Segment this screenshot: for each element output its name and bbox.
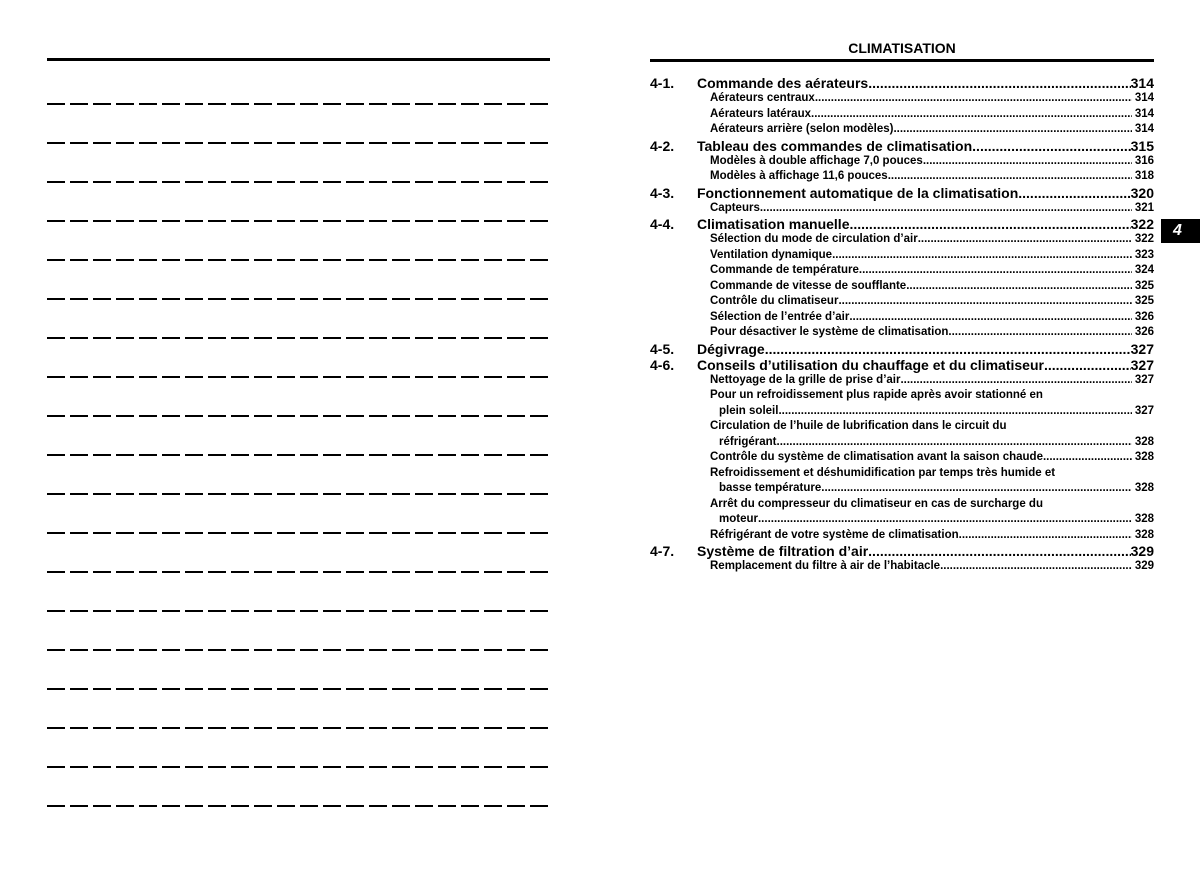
toc-dot-leader <box>888 169 1132 185</box>
toc-dot-leader <box>760 201 1132 217</box>
toc-subsection-row <box>710 559 1154 575</box>
note-line <box>47 649 550 651</box>
toc-top-rule <box>650 59 1154 62</box>
toc-subsection-title-line1: Refroidissement et déshumidification par temps très humide et <box>710 466 1056 479</box>
toc-page-number: 325 <box>1134 295 1154 307</box>
toc-section-row <box>697 543 1154 559</box>
toc-subsection-row <box>710 325 1154 341</box>
toc-section-number: 4-7. <box>650 543 675 559</box>
toc-section-number: 4-2. <box>650 137 675 154</box>
toc-page-number: 327 <box>1134 373 1154 386</box>
toc-subsection-title-line1: Pour un refroidissement plus rapide après avoir stationné en <box>710 389 1043 401</box>
note-line <box>47 103 550 105</box>
toc-subsection[interactable] <box>650 559 1154 575</box>
toc-dot-leader <box>923 154 1132 170</box>
toc-section-row <box>697 185 1154 201</box>
toc-page-number: 323 <box>1134 248 1154 261</box>
note-line <box>47 298 550 300</box>
toc-subsection[interactable] <box>650 201 1154 217</box>
note-line <box>47 337 550 339</box>
toc-subsection-title: Contrôle du système de climatisation avant la saison chaude <box>710 451 1043 463</box>
toc-subsection[interactable] <box>650 497 1154 528</box>
toc-section-title: Climatisation manuelle <box>697 216 850 232</box>
toc-subsection[interactable] <box>650 122 1154 138</box>
toc-subsection[interactable] <box>650 419 1154 450</box>
toc-subsection-row <box>710 512 1154 528</box>
toc-dot-leader <box>959 528 1132 544</box>
toc-subsection-row <box>710 528 1154 544</box>
toc-section-7[interactable] <box>650 543 1154 559</box>
toc-subsection-row <box>710 169 1154 185</box>
chapter-thumb-tab: 4 <box>1161 219 1200 243</box>
toc-dot-leader <box>868 75 1130 91</box>
toc-dot-leader <box>758 512 1132 528</box>
toc-dot-leader <box>821 481 1132 497</box>
note-line <box>47 727 550 729</box>
note-line <box>47 142 550 144</box>
toc-dot-leader <box>1043 450 1132 466</box>
toc-subsection-title-line2: réfrigérant <box>719 435 777 448</box>
toc-section-number: 4-4. <box>650 216 675 232</box>
toc-subsection-title-line1: Circulation de l’huile de lubrification dans le circuit du <box>710 420 1007 432</box>
toc-dot-leader <box>815 91 1132 107</box>
toc-dot-leader <box>838 294 1131 310</box>
toc-page-number: 325 <box>1134 279 1154 292</box>
toc-subsection[interactable] <box>650 154 1154 170</box>
toc-section-number: 4-1. <box>650 75 675 91</box>
toc-subsection[interactable] <box>650 450 1154 466</box>
toc-dot-leader <box>778 404 1131 420</box>
toc-page-number: 327 <box>1130 340 1154 357</box>
toc-subsection-title: Aérateurs centraux <box>710 92 815 104</box>
toc-subsection[interactable] <box>650 388 1154 419</box>
toc-subsection-row <box>710 248 1154 264</box>
toc-subsection-row <box>710 154 1154 170</box>
toc-page-number: 322 <box>1134 233 1154 245</box>
toc-subsection[interactable] <box>650 466 1154 497</box>
toc-section-3[interactable] <box>650 185 1154 201</box>
notes-top-rule <box>47 58 550 61</box>
note-line <box>47 220 550 222</box>
toc-dot-leader <box>811 107 1132 123</box>
toc-subsection-title: Réfrigérant de votre système de climatisation <box>710 528 959 541</box>
toc-subsection[interactable] <box>650 294 1154 310</box>
note-line <box>47 688 550 690</box>
toc-page-number: 328 <box>1134 451 1154 463</box>
toc-subsection-row <box>710 91 1154 107</box>
toc-subsection-title: Commande de vitesse de soufflante <box>710 279 907 292</box>
toc-section-title: Dégivrage <box>697 340 765 357</box>
toc-subsection-title: Sélection du mode de circulation d’air <box>710 233 918 245</box>
toc-page-number: 327 <box>1130 356 1154 373</box>
toc-dot-leader <box>918 232 1132 248</box>
toc-page-number: 320 <box>1130 184 1154 201</box>
toc-subsection-title-line2: moteur <box>719 513 758 525</box>
toc-page-number: 314 <box>1130 75 1154 91</box>
toc-dot-leader <box>893 122 1131 138</box>
toc-section-title: Tableau des commandes de climatisation <box>697 137 973 154</box>
toc-dot-leader <box>859 263 1132 279</box>
toc-dot-leader <box>868 543 1130 559</box>
toc-subsection-title: Remplacement du filtre à air de l’habitacle <box>710 560 941 572</box>
toc-page-number: 314 <box>1134 92 1154 104</box>
toc-section-row <box>697 341 1154 357</box>
toc-section-title: Commande des aérateurs <box>697 75 869 91</box>
toc-page-number: 329 <box>1134 560 1154 572</box>
toc-subsection-row <box>710 481 1154 497</box>
toc-page-number: 318 <box>1134 170 1154 182</box>
toc-dot-leader <box>906 279 1132 295</box>
toc-subsection[interactable] <box>650 325 1154 341</box>
note-line <box>47 493 550 495</box>
toc-subsection-title: Pour désactiver le système de climatisation <box>710 326 949 338</box>
toc-dot-leader <box>972 138 1130 154</box>
toc-subsection-row <box>710 122 1154 138</box>
toc-page <box>650 38 1154 575</box>
note-line <box>47 454 550 456</box>
toc-section-title: Conseils d’utilisation du chauffage et du climatiseur <box>697 356 1044 373</box>
toc-page-number: 329 <box>1130 543 1154 559</box>
notes-page <box>47 58 550 818</box>
toc-dot-leader <box>832 248 1132 264</box>
toc-subsection[interactable] <box>650 248 1154 264</box>
toc-section-row <box>697 138 1154 154</box>
toc-subsection-row <box>710 450 1154 466</box>
toc-page-number: 315 <box>1130 137 1154 154</box>
toc-page-number: 322 <box>1130 216 1154 232</box>
toc-section-title: Fonctionnement automatique de la climatisation <box>697 184 1019 201</box>
note-line <box>47 532 550 534</box>
toc-subsection-row <box>710 404 1154 420</box>
toc-subsection[interactable] <box>650 263 1154 279</box>
toc-subsection-row <box>710 435 1154 451</box>
toc-subsection-title: Modèles à double affichage 7,0 pouces <box>710 154 923 167</box>
toc-subsection[interactable] <box>650 232 1154 248</box>
toc-page-number: 326 <box>1134 326 1154 338</box>
toc-dot-leader <box>1018 185 1130 201</box>
toc-subsection[interactable] <box>650 91 1154 107</box>
toc-list <box>650 75 1154 575</box>
toc-page-number: 328 <box>1134 482 1154 494</box>
toc-subsection-title: Aérateurs arrière (selon modèles) <box>710 123 894 135</box>
toc-page-number: 328 <box>1134 513 1154 525</box>
toc-section-number: 4-5. <box>650 340 675 357</box>
toc-section-2[interactable] <box>650 138 1154 154</box>
toc-section-4[interactable] <box>650 216 1154 232</box>
toc-subsection-row <box>710 310 1154 326</box>
toc-subsection-title: Contrôle du climatiseur <box>710 295 839 307</box>
toc-subsection-title: Ventilation dynamique <box>710 248 833 261</box>
toc-dot-leader <box>948 325 1131 341</box>
note-line <box>47 805 550 807</box>
toc-subsection-title-line1: Arrêt du compresseur du climatiseur en cas de surcharge du <box>710 497 1043 510</box>
toc-page-number: 324 <box>1134 264 1154 276</box>
chapter-title: CLIMATISATION <box>848 40 956 56</box>
toc-page-number: 314 <box>1134 123 1154 135</box>
toc-section-number: 4-6. <box>650 356 675 373</box>
toc-subsection-title: Nettoyage de la grille de prise d’air <box>710 373 901 386</box>
toc-subsection[interactable] <box>650 528 1154 544</box>
toc-section-1[interactable] <box>650 75 1154 91</box>
note-line <box>47 181 550 183</box>
toc-subsection[interactable] <box>650 107 1154 123</box>
note-line <box>47 571 550 573</box>
toc-dot-leader <box>849 216 1130 232</box>
toc-section-5[interactable] <box>650 341 1154 357</box>
note-line <box>47 376 550 378</box>
toc-dot-leader <box>777 435 1132 451</box>
toc-section-row <box>697 357 1154 373</box>
note-line <box>47 610 550 612</box>
toc-section-row <box>697 216 1154 232</box>
toc-subsection-title-line2: plein soleil <box>719 404 779 417</box>
toc-subsection[interactable] <box>650 373 1154 389</box>
toc-subsection-row <box>710 279 1154 295</box>
toc-subsection-row <box>710 232 1154 248</box>
toc-page-number: 328 <box>1134 435 1154 448</box>
toc-subsection-title: Modèles à affichage 11,6 pouces <box>710 170 888 182</box>
note-line <box>47 766 550 768</box>
toc-dot-leader <box>1044 357 1131 373</box>
toc-dot-leader <box>900 373 1131 389</box>
toc-section-title: Système de filtration d’air <box>697 543 869 559</box>
toc-page-number: 326 <box>1134 310 1154 323</box>
toc-subsection-title-line2: basse température <box>719 482 822 494</box>
toc-subsection-row <box>710 201 1154 217</box>
toc-subsection-title: Sélection de l’entrée d’air <box>710 310 850 323</box>
toc-subsection[interactable] <box>650 279 1154 295</box>
toc-page-number: 314 <box>1134 107 1154 120</box>
toc-subsection-title: Capteurs <box>710 201 760 214</box>
toc-subsection-row <box>710 294 1154 310</box>
note-line <box>47 259 550 261</box>
toc-subsection-row <box>710 107 1154 123</box>
toc-subsection-row <box>710 373 1154 389</box>
toc-section-number: 4-3. <box>650 184 675 201</box>
toc-section-row <box>697 75 1154 91</box>
toc-dot-leader <box>940 559 1132 575</box>
toc-dot-leader <box>849 310 1131 326</box>
toc-dot-leader <box>765 341 1131 357</box>
toc-page-number: 328 <box>1134 528 1154 541</box>
toc-page-number: 327 <box>1134 404 1154 417</box>
toc-subsection[interactable] <box>650 310 1154 326</box>
toc-page-number: 321 <box>1134 201 1154 214</box>
toc-subsection-title: Commande de température <box>710 264 859 276</box>
toc-page-number: 316 <box>1134 154 1154 167</box>
toc-subsection-row <box>710 263 1154 279</box>
toc-section-6[interactable] <box>650 357 1154 373</box>
note-line <box>47 415 550 417</box>
toc-subsection-title: Aérateurs latéraux <box>710 107 811 120</box>
toc-subsection[interactable] <box>650 169 1154 185</box>
